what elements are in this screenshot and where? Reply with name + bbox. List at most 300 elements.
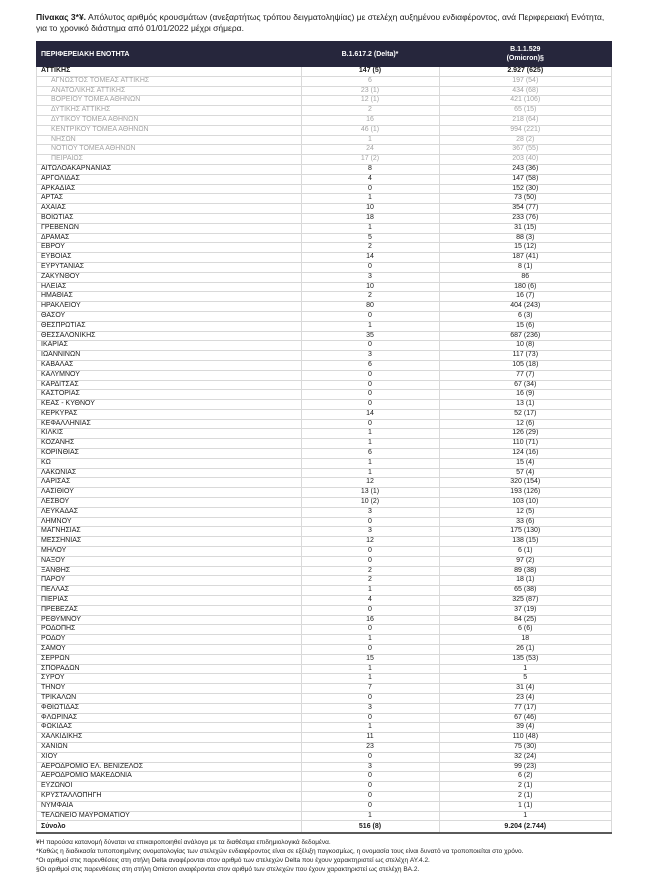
region-cell: ΚΩ xyxy=(37,458,302,468)
table-row xyxy=(37,449,612,459)
region-cell: ΗΡΑΚΛΕΙΟΥ xyxy=(37,302,302,312)
omicron-cell: 84 (25) xyxy=(439,615,612,625)
table-row xyxy=(37,145,612,155)
delta-cell: 0 xyxy=(301,605,439,615)
omicron-cell: 57 (4) xyxy=(439,468,612,478)
omicron-cell: 147 (58) xyxy=(439,174,612,184)
delta-cell: 3 xyxy=(301,762,439,772)
omicron-cell: 65 (15) xyxy=(439,106,612,116)
omicron-cell: 110 (48) xyxy=(439,733,612,743)
omicron-cell: 218 (64) xyxy=(439,115,612,125)
delta-cell: 23 (1) xyxy=(301,86,439,96)
region-cell: ΚΕΝΤΡΙΚΟΥ ΤΟΜΕΑ ΑΘΗΝΩΝ xyxy=(37,125,302,135)
region-cell: ΘΕΣΠΡΩΤΙΑΣ xyxy=(37,321,302,331)
delta-cell: 1 xyxy=(301,194,439,204)
region-cell: ΑΡΓΟΛΙΔΑΣ xyxy=(37,174,302,184)
delta-cell: 0 xyxy=(301,645,439,655)
delta-cell: 0 xyxy=(301,625,439,635)
omicron-cell: 28 (2) xyxy=(439,135,612,145)
table-row xyxy=(37,664,612,674)
table-row xyxy=(37,713,612,723)
region-cell: ΣΕΡΡΩΝ xyxy=(37,654,302,664)
region-cell: ΚΑΣΤΟΡΙΑΣ xyxy=(37,390,302,400)
delta-cell: 0 xyxy=(301,184,439,194)
table-row xyxy=(37,537,612,547)
table-footer xyxy=(37,821,612,834)
region-cell: ΚΑΛΥΜΝΟΥ xyxy=(37,370,302,380)
omicron-cell: 73 (50) xyxy=(439,194,612,204)
omicron-cell: 89 (38) xyxy=(439,566,612,576)
region-cell: ΑΝΑΤΟΛΙΚΗΣ ΑΤΤΙΚΗΣ xyxy=(37,86,302,96)
delta-cell: 1 xyxy=(301,458,439,468)
delta-cell: 15 xyxy=(301,654,439,664)
table-row xyxy=(37,194,612,204)
region-cell: ΕΥΖΩΝΟΙ xyxy=(37,782,302,792)
table-row xyxy=(37,106,612,116)
region-cell: ΗΛΕΙΑΣ xyxy=(37,282,302,292)
omicron-cell: 325 (87) xyxy=(439,596,612,606)
table-row xyxy=(37,164,612,174)
omicron-cell: 97 (2) xyxy=(439,556,612,566)
omicron-cell: 2 (1) xyxy=(439,782,612,792)
region-cell: ΠΡΕΒΕΖΑΣ xyxy=(37,605,302,615)
table-row xyxy=(37,135,612,145)
delta-cell: 0 xyxy=(301,782,439,792)
delta-cell: 4 xyxy=(301,596,439,606)
region-cell: ΘΕΣΣΑΛΟΝΙΚΗΣ xyxy=(37,331,302,341)
delta-cell: 0 xyxy=(301,772,439,782)
region-cell: ΜΗΛΟΥ xyxy=(37,547,302,557)
table-row xyxy=(37,498,612,508)
region-cell: ΦΩΚΙΔΑΣ xyxy=(37,723,302,733)
region-cell: ΑΕΡΟΔΡΟΜΙΟ ΜΑΚΕΔΟΝΙΑ xyxy=(37,772,302,782)
delta-cell: 2 xyxy=(301,243,439,253)
delta-cell: 1 xyxy=(301,429,439,439)
total-label: Σύνολο xyxy=(37,821,302,834)
omicron-cell: 23 (4) xyxy=(439,694,612,704)
omicron-cell: 124 (16) xyxy=(439,449,612,459)
region-cell: ΡΟΔΟΠΗΣ xyxy=(37,625,302,635)
delta-cell: 1 xyxy=(301,223,439,233)
delta-cell: 0 xyxy=(301,419,439,429)
delta-cell: 24 xyxy=(301,145,439,155)
region-cell: ΚΙΛΚΙΣ xyxy=(37,429,302,439)
table-row xyxy=(37,311,612,321)
region-cell: ΝΑΞΟΥ xyxy=(37,556,302,566)
table-row xyxy=(37,174,612,184)
omicron-cell: 105 (18) xyxy=(439,360,612,370)
omicron-cell: 67 (46) xyxy=(439,713,612,723)
delta-cell: 6 xyxy=(301,76,439,86)
table-row xyxy=(37,223,612,233)
delta-cell: 0 xyxy=(301,311,439,321)
omicron-cell: 152 (30) xyxy=(439,184,612,194)
omicron-cell: 12 (6) xyxy=(439,419,612,429)
omicron-cell: 203 (40) xyxy=(439,155,612,165)
omicron-cell: 12 (5) xyxy=(439,507,612,517)
region-cell: ΞΑΝΘΗΣ xyxy=(37,566,302,576)
region-cell: ΖΑΚΥΝΘΟΥ xyxy=(37,272,302,282)
table-row xyxy=(37,282,612,292)
region-cell: ΑΧΑΪΑΣ xyxy=(37,204,302,214)
region-cell: ΚΟΖΑΝΗΣ xyxy=(37,439,302,449)
delta-cell: 1 xyxy=(301,468,439,478)
omicron-cell: 37 (19) xyxy=(439,605,612,615)
table-body xyxy=(37,67,612,821)
region-cell: ΦΘΙΩΤΙΔΑΣ xyxy=(37,703,302,713)
omicron-cell: 2 (1) xyxy=(439,791,612,801)
table-row xyxy=(37,478,612,488)
delta-cell: 3 xyxy=(301,272,439,282)
table-row xyxy=(37,400,612,410)
region-cell: ΤΡΙΚΑΛΩΝ xyxy=(37,694,302,704)
delta-cell: 14 xyxy=(301,409,439,419)
delta-cell: 1 xyxy=(301,135,439,145)
region-cell: ΑΤΤΙΚΗΣ xyxy=(37,67,302,77)
table-row xyxy=(37,125,612,135)
delta-cell: 2 xyxy=(301,292,439,302)
table-row xyxy=(37,302,612,312)
delta-cell: 0 xyxy=(301,400,439,410)
delta-cell: 1 xyxy=(301,321,439,331)
region-cell: ΠΕΛΛΑΣ xyxy=(37,586,302,596)
region-cell: ΔΥΤΙΚΟΥ ΤΟΜΕΑ ΑΘΗΝΩΝ xyxy=(37,115,302,125)
table-row xyxy=(37,155,612,165)
table-row xyxy=(37,439,612,449)
table-row xyxy=(37,292,612,302)
omicron-cell: 994 (221) xyxy=(439,125,612,135)
table-row xyxy=(37,576,612,586)
omicron-cell: 33 (6) xyxy=(439,517,612,527)
region-cell: ΧΑΝΙΩΝ xyxy=(37,742,302,752)
omicron-cell: 26 (1) xyxy=(439,645,612,655)
delta-cell: 3 xyxy=(301,351,439,361)
total-delta-cell: 516 (8) xyxy=(301,821,439,834)
table-row xyxy=(37,419,612,429)
delta-cell: 12 (1) xyxy=(301,96,439,106)
table-row xyxy=(37,272,612,282)
region-cell: ΚΑΒΑΛΑΣ xyxy=(37,360,302,370)
omicron-cell: 126 (29) xyxy=(439,429,612,439)
region-cell: ΑΕΡΟΔΡΟΜΙΟ ΕΛ. ΒΕΝΙΖΕΛΟΣ xyxy=(37,762,302,772)
region-cell: ΕΥΡΥΤΑΝΙΑΣ xyxy=(37,262,302,272)
delta-cell: 10 xyxy=(301,204,439,214)
table-row xyxy=(37,801,612,811)
delta-cell: 1 xyxy=(301,811,439,821)
table-row xyxy=(37,370,612,380)
omicron-cell: 6 (3) xyxy=(439,311,612,321)
omicron-cell: 31 (4) xyxy=(439,684,612,694)
region-cell: ΚΑΡΔΙΤΣΑΣ xyxy=(37,380,302,390)
total-omicron-cell: 9.204 (2.744) xyxy=(439,821,612,834)
region-cell: ΠΕΙΡΑΙΩΣ xyxy=(37,155,302,165)
table-row xyxy=(37,380,612,390)
table-row xyxy=(37,615,612,625)
region-cell: ΧΑΛΚΙΔΙΚΗΣ xyxy=(37,733,302,743)
table-row xyxy=(37,684,612,694)
region-cell: ΦΛΩΡΙΝΑΣ xyxy=(37,713,302,723)
table-row xyxy=(37,233,612,243)
table-title-label: Πίνακας 3*¥. xyxy=(36,12,87,22)
omicron-cell: 18 (1) xyxy=(439,576,612,586)
region-cell: ΧΙΟΥ xyxy=(37,752,302,762)
omicron-cell: 2.927 (625) xyxy=(439,67,612,77)
delta-cell: 0 xyxy=(301,517,439,527)
table-row xyxy=(37,429,612,439)
table-row xyxy=(37,243,612,253)
region-cell: ΔΡΑΜΑΣ xyxy=(37,233,302,243)
delta-cell: 0 xyxy=(301,380,439,390)
region-cell: ΔΥΤΙΚΗΣ ΑΤΤΙΚΗΣ xyxy=(37,106,302,116)
table-row xyxy=(37,811,612,821)
omicron-cell: 320 (154) xyxy=(439,478,612,488)
omicron-cell: 110 (71) xyxy=(439,439,612,449)
delta-cell: 0 xyxy=(301,752,439,762)
table-row xyxy=(37,596,612,606)
table-row xyxy=(37,213,612,223)
delta-cell: 2 xyxy=(301,566,439,576)
region-cell: ΒΟΡΕΙΟΥ ΤΟΜΕΑ ΑΘΗΝΩΝ xyxy=(37,96,302,106)
column-header-region: ΠΕΡΙΦΕΡΕΙΑΚΗ ΕΝΟΤΗΤΑ xyxy=(37,42,302,67)
region-cell: ΚΟΡΙΝΘΙΑΣ xyxy=(37,449,302,459)
region-cell: ΛΕΥΚΑΔΑΣ xyxy=(37,507,302,517)
table-row xyxy=(37,586,612,596)
delta-cell: 6 xyxy=(301,449,439,459)
table-title xyxy=(36,12,612,34)
table-row xyxy=(37,96,612,106)
region-cell: ΙΚΑΡΙΑΣ xyxy=(37,341,302,351)
omicron-cell: 117 (73) xyxy=(439,351,612,361)
table-title-text: Απόλυτος αριθμός κρουσμάτων (ανεξαρτήτως τρόπου δειγματοληψίας) με στελέχη αυξημένου ενδιαφέροντος, ανά Περιφερειακή Ενότητα, για το χρονικό διάστημα από 01/01/2022 μέχρι σήμερα. xyxy=(36,12,605,33)
delta-cell: 10 (2) xyxy=(301,498,439,508)
column-header-omicron-line2: (Omicron)§ xyxy=(506,55,544,62)
region-cell: ΝΟΤΙΟΥ ΤΟΜΕΑ ΑΘΗΝΩΝ xyxy=(37,145,302,155)
omicron-cell: 18 xyxy=(439,635,612,645)
omicron-cell: 15 (4) xyxy=(439,458,612,468)
omicron-cell: 233 (76) xyxy=(439,213,612,223)
delta-cell: 2 xyxy=(301,576,439,586)
region-cell: ΚΕΡΚΥΡΑΣ xyxy=(37,409,302,419)
table-row xyxy=(37,458,612,468)
region-cell: ΚΕΑΣ - ΚΥΘΝΟΥ xyxy=(37,400,302,410)
table-row xyxy=(37,76,612,86)
column-header-omicron-line1: B.1.1.529 xyxy=(510,46,541,53)
omicron-cell: 187 (41) xyxy=(439,253,612,263)
variants-table xyxy=(36,41,612,834)
region-cell: ΡΕΘΥΜΝΟΥ xyxy=(37,615,302,625)
delta-cell: 14 xyxy=(301,253,439,263)
table-row xyxy=(37,390,612,400)
delta-cell: 12 xyxy=(301,478,439,488)
omicron-cell: 6 (2) xyxy=(439,772,612,782)
region-cell: ΛΕΣΒΟΥ xyxy=(37,498,302,508)
delta-cell: 80 xyxy=(301,302,439,312)
delta-cell: 10 xyxy=(301,282,439,292)
table-row xyxy=(37,762,612,772)
region-cell: ΛΑΣΙΘΙΟΥ xyxy=(37,488,302,498)
omicron-cell: 367 (55) xyxy=(439,145,612,155)
omicron-cell: 1 (1) xyxy=(439,801,612,811)
delta-cell: 0 xyxy=(301,262,439,272)
delta-cell: 147 (5) xyxy=(301,67,439,77)
omicron-cell: 52 (17) xyxy=(439,409,612,419)
region-cell: ΚΡΥΣΤΑΛΛΟΠΗΓΗ xyxy=(37,791,302,801)
omicron-cell: 15 (12) xyxy=(439,243,612,253)
table-row xyxy=(37,204,612,214)
region-cell: ΑΡΚΑΔΙΑΣ xyxy=(37,184,302,194)
table-row xyxy=(37,331,612,341)
omicron-cell: 77 (17) xyxy=(439,703,612,713)
table-row xyxy=(37,488,612,498)
region-cell: ΘΑΣΟΥ xyxy=(37,311,302,321)
delta-cell: 0 xyxy=(301,713,439,723)
delta-cell: 0 xyxy=(301,694,439,704)
omicron-cell: 1 xyxy=(439,664,612,674)
table-row xyxy=(37,507,612,517)
table-row xyxy=(37,67,612,77)
table-row xyxy=(37,341,612,351)
region-cell: ΜΑΓΝΗΣΙΑΣ xyxy=(37,527,302,537)
omicron-cell: 67 (34) xyxy=(439,380,612,390)
table-row xyxy=(37,694,612,704)
omicron-cell: 86 xyxy=(439,272,612,282)
delta-cell: 1 xyxy=(301,439,439,449)
table-row xyxy=(37,703,612,713)
delta-cell: 3 xyxy=(301,527,439,537)
footnote-line: *Οι αριθμοί στις παρενθέσεις στη στήλη Delta αναφέρονται στον αριθμό των στελεχών Delta που έχουν χαρακτηριστεί ως στελέχη AY.4.2. xyxy=(36,857,430,865)
region-cell: ΑΡΤΑΣ xyxy=(37,194,302,204)
omicron-cell: 16 (7) xyxy=(439,292,612,302)
omicron-cell: 180 (6) xyxy=(439,282,612,292)
table-row xyxy=(37,635,612,645)
total-row xyxy=(37,821,612,834)
delta-cell: 16 xyxy=(301,115,439,125)
delta-cell: 1 xyxy=(301,586,439,596)
omicron-cell: 75 (30) xyxy=(439,742,612,752)
delta-cell: 11 xyxy=(301,733,439,743)
delta-cell: 2 xyxy=(301,106,439,116)
omicron-cell: 32 (24) xyxy=(439,752,612,762)
omicron-cell: 65 (38) xyxy=(439,586,612,596)
omicron-cell: 135 (53) xyxy=(439,654,612,664)
region-cell: ΝΥΜΦΑΙΑ xyxy=(37,801,302,811)
omicron-cell: 103 (10) xyxy=(439,498,612,508)
delta-cell: 3 xyxy=(301,507,439,517)
region-cell: ΣΑΜΟΥ xyxy=(37,645,302,655)
delta-cell: 5 xyxy=(301,233,439,243)
omicron-cell: 404 (243) xyxy=(439,302,612,312)
delta-cell: 35 xyxy=(301,331,439,341)
delta-cell: 46 (1) xyxy=(301,125,439,135)
delta-cell: 16 xyxy=(301,615,439,625)
delta-cell: 1 xyxy=(301,674,439,684)
delta-cell: 17 (2) xyxy=(301,155,439,165)
region-cell: ΕΥΒΟΙΑΣ xyxy=(37,253,302,263)
region-cell: ΠΙΕΡΙΑΣ xyxy=(37,596,302,606)
omicron-cell: 5 xyxy=(439,674,612,684)
region-cell: ΣΥΡΟΥ xyxy=(37,674,302,684)
region-cell: ΑΓΝΩΣΤΟΣ ΤΟΜΕΑΣ ΑΤΤΙΚΗΣ xyxy=(37,76,302,86)
region-cell: ΗΜΑΘΙΑΣ xyxy=(37,292,302,302)
omicron-cell: 8 (1) xyxy=(439,262,612,272)
omicron-cell: 99 (23) xyxy=(439,762,612,772)
region-cell: ΓΡΕΒΕΝΩΝ xyxy=(37,223,302,233)
table-row xyxy=(37,468,612,478)
delta-cell: 23 xyxy=(301,742,439,752)
footnote-line: §Οι αριθμοί στις παρενθέσεις στη στήλη Omicron αναφέρονται στον αριθμό των στελεχών που έχουν χαρακτηριστεί ως στελέχη BA.2. xyxy=(36,866,420,874)
delta-cell: 7 xyxy=(301,684,439,694)
omicron-cell: 687 (236) xyxy=(439,331,612,341)
omicron-cell: 13 (1) xyxy=(439,400,612,410)
footnotes xyxy=(36,838,612,874)
table-row xyxy=(37,674,612,684)
table-row xyxy=(37,409,612,419)
omicron-cell: 1 xyxy=(439,811,612,821)
table-row xyxy=(37,654,612,664)
region-cell: ΙΩΑΝΝΙΝΩΝ xyxy=(37,351,302,361)
table-row xyxy=(37,262,612,272)
delta-cell: 0 xyxy=(301,390,439,400)
region-cell: ΜΕΣΣΗΝΙΑΣ xyxy=(37,537,302,547)
table-row xyxy=(37,547,612,557)
delta-cell: 12 xyxy=(301,537,439,547)
omicron-cell: 197 (54) xyxy=(439,76,612,86)
delta-cell: 1 xyxy=(301,723,439,733)
table-row xyxy=(37,517,612,527)
omicron-cell: 31 (15) xyxy=(439,223,612,233)
table-row xyxy=(37,645,612,655)
table-row xyxy=(37,772,612,782)
delta-cell: 0 xyxy=(301,341,439,351)
table-row xyxy=(37,791,612,801)
table-row xyxy=(37,782,612,792)
omicron-cell: 6 (6) xyxy=(439,625,612,635)
table-row xyxy=(37,723,612,733)
region-cell: ΤΗΝΟΥ xyxy=(37,684,302,694)
table-row xyxy=(37,566,612,576)
omicron-cell: 354 (77) xyxy=(439,204,612,214)
omicron-cell: 243 (36) xyxy=(439,164,612,174)
table-row xyxy=(37,253,612,263)
region-cell: ΣΠΟΡΑΔΩΝ xyxy=(37,664,302,674)
region-cell: ΤΕΛΩΝΕΙΟ ΜΑΥΡΟΜΑΤΙΟΥ xyxy=(37,811,302,821)
table-row xyxy=(37,752,612,762)
table-row xyxy=(37,86,612,96)
region-cell: ΠΑΡΟΥ xyxy=(37,576,302,586)
region-cell: ΡΟΔΟΥ xyxy=(37,635,302,645)
omicron-cell: 77 (7) xyxy=(439,370,612,380)
omicron-cell: 421 (106) xyxy=(439,96,612,106)
region-cell: ΑΙΤΩΛΟΑΚΑΡΝΑΝΙΑΣ xyxy=(37,164,302,174)
region-cell: ΕΒΡΟΥ xyxy=(37,243,302,253)
omicron-cell: 6 (1) xyxy=(439,547,612,557)
region-cell: ΛΗΜΝΟΥ xyxy=(37,517,302,527)
delta-cell: 18 xyxy=(301,213,439,223)
column-header-delta: B.1.617.2 (Delta)* xyxy=(301,42,439,67)
omicron-cell: 193 (126) xyxy=(439,488,612,498)
omicron-cell: 10 (8) xyxy=(439,341,612,351)
delta-cell: 6 xyxy=(301,360,439,370)
delta-cell: 1 xyxy=(301,635,439,645)
table-row xyxy=(37,742,612,752)
omicron-cell: 434 (68) xyxy=(439,86,612,96)
table-row xyxy=(37,360,612,370)
region-cell: ΛΑΡΙΣΑΣ xyxy=(37,478,302,488)
omicron-cell: 16 (9) xyxy=(439,390,612,400)
delta-cell: 13 (1) xyxy=(301,488,439,498)
table-row xyxy=(37,321,612,331)
delta-cell: 4 xyxy=(301,174,439,184)
